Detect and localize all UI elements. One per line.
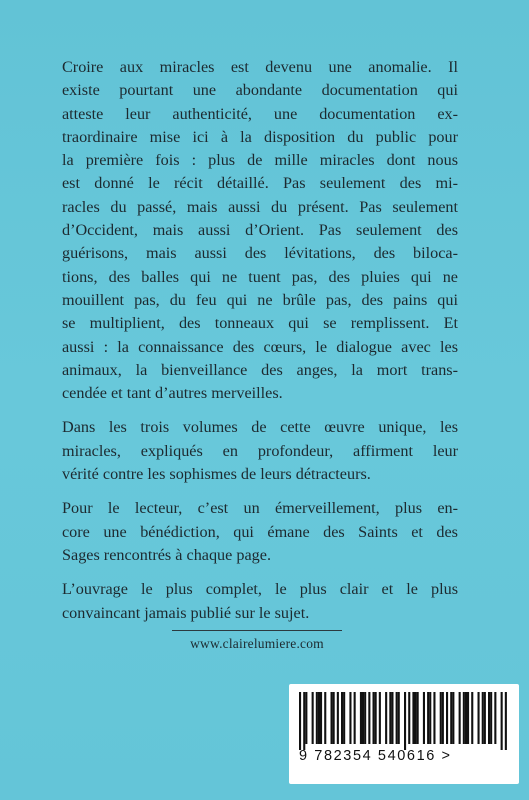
barcode-bar xyxy=(343,692,345,744)
text-line: Sages rencontrés à chaque page. xyxy=(62,545,271,564)
barcode-bar xyxy=(364,692,366,744)
publisher-website[interactable]: www.clairelumiere.com xyxy=(190,636,324,651)
text-line: miracles, expliqués en profondeur, affirment leur xyxy=(62,441,458,460)
text-line: guérisons, mais aussi des lévitations, des biloca- xyxy=(62,244,458,263)
text-line: animaux, la bienveillance des anges, la mort trans- xyxy=(62,360,458,379)
text-line: vérité contre les sophismes de leurs détracteurs. xyxy=(62,465,371,484)
blurb-text xyxy=(62,56,458,636)
barcode-bar xyxy=(494,692,496,744)
text-line: atteste leur authenticité, une documentation ex- xyxy=(62,104,458,123)
barcode-bars xyxy=(295,692,513,750)
barcode-bar xyxy=(360,692,362,744)
barcode-bar xyxy=(450,692,452,744)
paragraph-2 xyxy=(62,416,458,486)
barcode-bar xyxy=(385,692,387,744)
paragraph-3 xyxy=(62,497,458,567)
barcode-bar xyxy=(467,692,469,744)
barcode-bar xyxy=(484,692,486,744)
barcode-bar xyxy=(427,692,429,744)
barcode-bar xyxy=(442,692,444,744)
barcode-bar xyxy=(331,692,333,744)
text-line: se multiplient, des tonneaux qui se remplissent. Et xyxy=(62,314,458,333)
barcode-bar xyxy=(373,692,375,744)
barcode-bar xyxy=(429,692,431,744)
barcode-bar xyxy=(312,692,314,744)
barcode-bar xyxy=(501,692,503,750)
barcode-bar xyxy=(415,692,417,744)
barcode-bar xyxy=(391,692,393,744)
text-line: aussi : la connaissance des cœurs, le dialogue avec les xyxy=(62,337,458,356)
barcode-bar xyxy=(471,692,473,744)
text-line: Pour le lecteur, c’est un émerveillement, plus en- xyxy=(62,499,458,518)
barcode-bar xyxy=(433,692,435,744)
text-line: Dans les trois volumes de cette œuvre unique, les xyxy=(62,418,458,437)
paragraph-1 xyxy=(62,56,458,405)
divider-line xyxy=(172,630,342,631)
barcode-bar xyxy=(389,692,391,744)
barcode-bar xyxy=(404,692,406,750)
barcode-bar xyxy=(478,692,480,744)
barcode-bar xyxy=(452,692,454,744)
barcode-bar xyxy=(423,692,425,744)
barcode-bar xyxy=(320,692,322,744)
barcode-bar xyxy=(341,692,343,744)
text-line: la première fois : plus de mille miracles dont nous xyxy=(62,151,458,170)
text-line: cendée et tant d’autres merveilles. xyxy=(62,384,283,403)
text-line: tions, des balles qui ne tuent pas, des pluies qui ne xyxy=(62,267,458,286)
barcode-bar xyxy=(398,692,400,744)
barcode-bar xyxy=(490,692,492,744)
barcode-bar xyxy=(318,692,320,744)
text-line: d’Occident, mais aussi d’Orient. Pas seulement des xyxy=(62,221,458,240)
barcode-bar xyxy=(303,692,305,750)
text-line: Croire aux miracles est devenu une anomalie. Il xyxy=(62,58,458,76)
barcode-bar xyxy=(463,692,465,744)
barcode-bar xyxy=(379,692,381,744)
barcode-bar xyxy=(349,692,351,744)
barcode-bar xyxy=(505,692,507,750)
barcode-bar xyxy=(305,692,307,744)
barcode-bar xyxy=(396,692,398,744)
barcode-bar xyxy=(417,692,419,744)
barcode-bar xyxy=(482,692,484,744)
text-line: mouillent pas, du feu qui ne brûle pas, des pains qui xyxy=(62,290,458,309)
paragraph-4 xyxy=(62,578,458,625)
text-line: traordinaire mise ici à la disposition du public pour xyxy=(62,127,458,146)
text-line: est donné le récit détaillé. Pas seulement des mi- xyxy=(62,174,458,193)
barcode-bar xyxy=(375,692,377,744)
barcode-bar xyxy=(337,692,339,744)
barcode-bar xyxy=(488,692,490,744)
barcode-bar xyxy=(324,692,326,744)
barcode-bar xyxy=(316,692,318,744)
barcode-bar xyxy=(408,692,410,744)
barcode-bar xyxy=(299,692,301,750)
barcode-bar xyxy=(368,692,370,744)
text-line: L’ouvrage le plus complet, le plus clair et le plus xyxy=(62,580,458,599)
barcode-bar xyxy=(362,692,364,744)
barcode-bar xyxy=(354,692,356,744)
barcode-bar xyxy=(440,692,442,744)
text-line: racles du passé, mais aussi du présent. Pas seulement xyxy=(62,197,458,216)
barcode-bar xyxy=(412,692,414,744)
text-line: core une bénédiction, qui émane des Saints et des xyxy=(62,522,458,541)
barcode-bar xyxy=(459,692,461,744)
text-line: convaincant jamais publié sur le sujet. xyxy=(62,603,310,622)
isbn-digits: 9 782354 540616 > xyxy=(299,748,452,764)
barcode-bar xyxy=(465,692,467,744)
text-line: existe pourtant une abondante documentation qui xyxy=(62,81,458,100)
barcode-bar xyxy=(333,692,335,744)
barcode-bar xyxy=(446,692,448,744)
isbn-barcode xyxy=(289,684,519,784)
